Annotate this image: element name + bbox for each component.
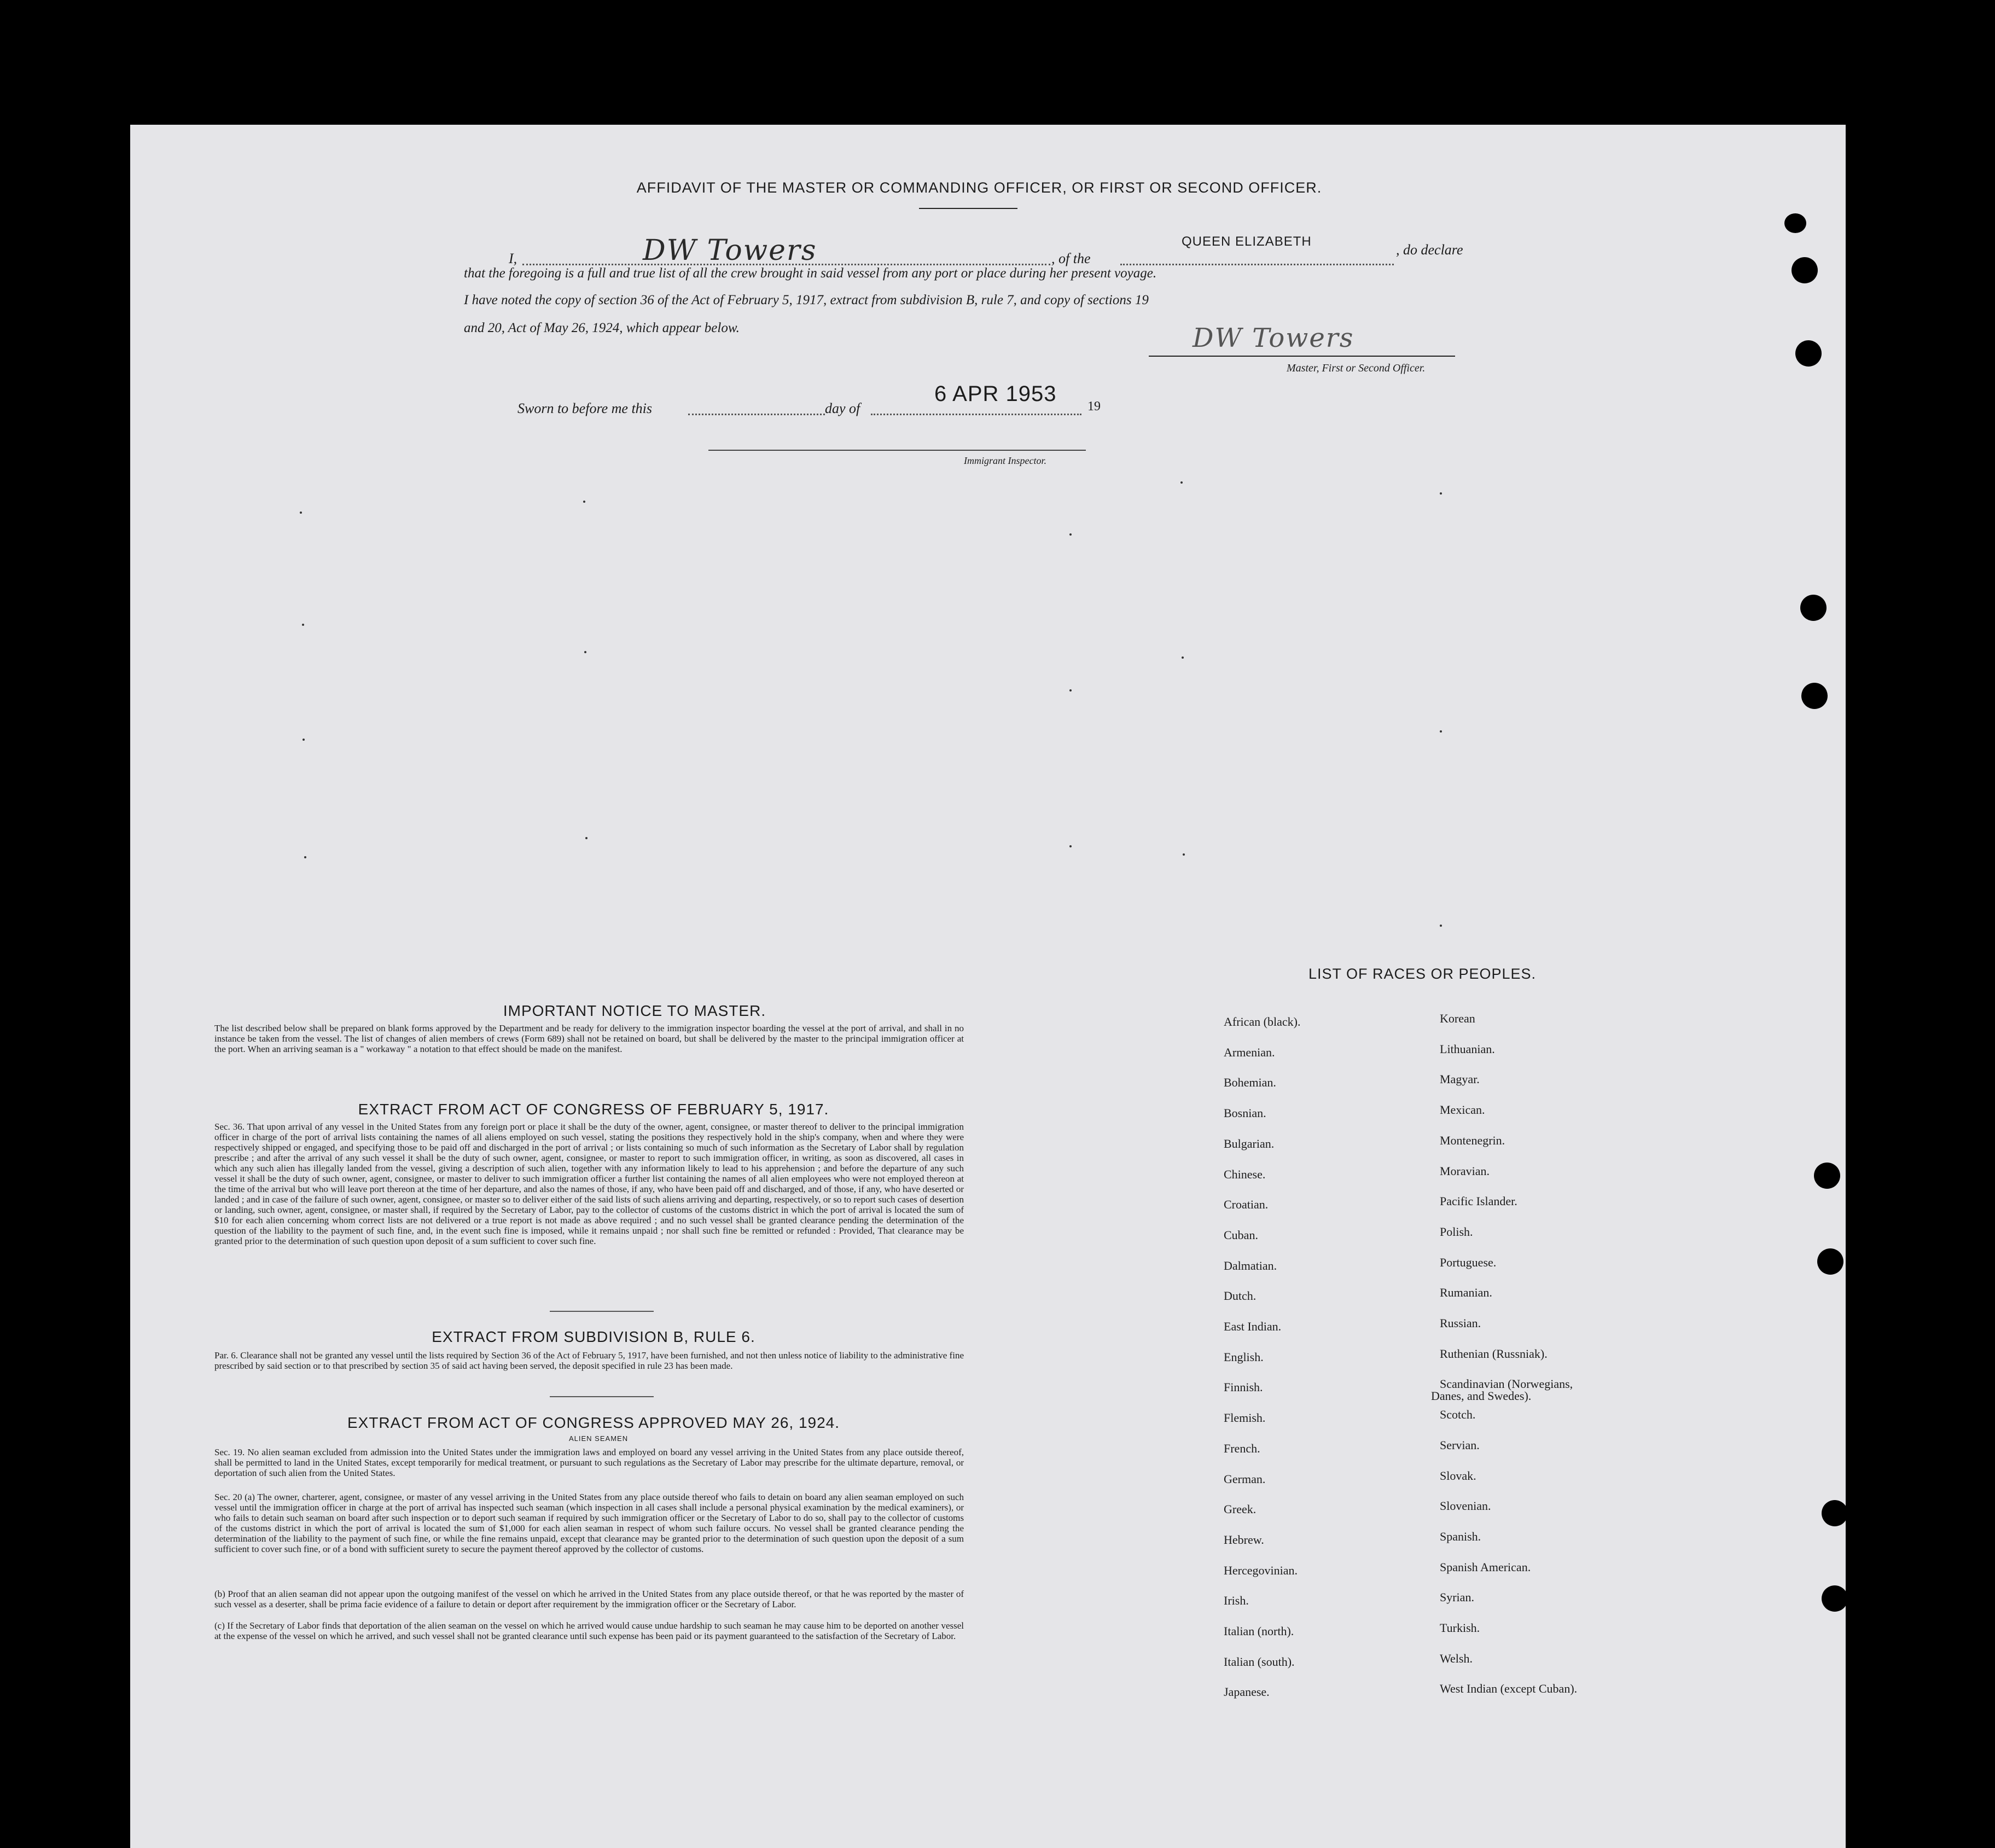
race-item: Hercegovinian. — [1224, 1563, 1298, 1577]
race-item: African (black). — [1224, 1015, 1301, 1028]
race-item: Lithuanian. — [1440, 1042, 1495, 1056]
extract-1917-text: Sec. 36. That upon arrival of any vessel in the United States from any foreign port or place it shall be the duty of the owner, agent, consignee, or master thereof to deliver to the principal immigration officer in charge of the port of arrival lists containing the names of all aliens employed on such vessel, stating the positions they respectively hold in the ship's company, when and where they were respectively shipped or engaged, and specifying those to be paid off and discharged in the port of arrival ; or lists containing so much of such information as the Secretary of Labor shall by regulation prescribe ; and after the arrival of any such vessel it shall be the duty of such owner, agent, consignee, or master to report to such immigration officer, in writing, as soon as discovered, all cases in which any such alien has illegally landed from the vessel, giving a description of such alien, together with any information likely to lead to his apprehension ; and before the departure of any such vessel it shall be the duty of such owner, agent, consignee, or master to deliver to such immigration officer a further list containing the names of all alien employees who were not employed thereon at the time of the arrival but who will leave port thereon at the time of her departure, and also the names of those, if any, who have been paid off and discharged, and of those, if any, who have deserted or landed ; and in case of the failure of such owner, agent, consignee, or master so to deliver either of the said lists of such aliens arriving and departing, respectively, or so to report such cases of desertion or landing, such owner, agent, consignee, or master shall, if required by the Secretary of Labor, pay to the collector of customs of the customs district in which the port of arrival is located the sum of $10 for each alien concerning whom correct lists are not delivered or a true report is not made as above required ; and no such vessel shall be granted clearance pending the determination of the question of the liability to the payment of such fine, and, in the event such fine is imposed, while it remains unpaid ; nor shall such fine be remitted or refunded : Provided, That clearance may be granted prior to the determination of such question upon deposit of a sum sufficient to cover such fine. — [214, 1121, 964, 1246]
faint-mark — [1180, 481, 1183, 484]
notice-text: The list described below shall be prepared on blank forms approved by the Department and be ready for delivery to the immigration inspector boarding the vessel at the port of arrival, and shall in no instance be taken from the vessel. The list of changes of alien members of crews (Form 689) shall not be retained on board, but shall be delivered by the master to the principal immigration officer at the port. When an arriving seaman is a " workaway " a notation to that effect should be made on the manifest. — [214, 1023, 964, 1054]
race-item: Polish. — [1440, 1224, 1473, 1239]
extract-1924-heading: EXTRACT FROM ACT OF CONGRESS APPROVED MAY 26, 1924. — [347, 1414, 840, 1431]
faint-mark — [1440, 492, 1442, 495]
extract-rule6-heading: EXTRACT FROM SUBDIVISION B, RULE 6. — [432, 1328, 755, 1345]
section-divider — [550, 1311, 654, 1312]
race-item: Rumanian. — [1440, 1286, 1492, 1300]
race-item: Dalmatian. — [1224, 1258, 1277, 1272]
extract-1924-sec20c: (c) If the Secretary of Labor finds that deportation of the alien seaman on the vessel on which he arrived would cause undue hardship to such seaman he may cause him to be deported on another vessel at the expense of the vessel on which he arrived, and such vessel shall not be granted clearance until such expense has been paid or its payment guaranteed to the satisfaction of the Secretary of Labor. — [214, 1620, 964, 1641]
declaration-line-1: that the foregoing is a full and true list of all the crew brought in said vessel from any port or place during her present voyage. — [464, 266, 1157, 281]
day-of-label: day of — [825, 400, 860, 416]
race-item: Armenian. — [1224, 1045, 1275, 1059]
officer-signature: DW Towers — [1193, 323, 1354, 353]
faint-mark — [1069, 689, 1072, 691]
race-item: Italian (south). — [1224, 1654, 1295, 1669]
race-item: Danes, and Swedes). — [1431, 1389, 1532, 1403]
signature-line — [522, 264, 1050, 265]
faint-mark — [300, 512, 302, 514]
race-item: Russian. — [1440, 1316, 1481, 1330]
race-item: Syrian. — [1440, 1590, 1474, 1605]
race-item: Turkish. — [1440, 1621, 1480, 1635]
year-label: 19 — [1087, 399, 1101, 414]
race-item: Slovenian. — [1440, 1499, 1491, 1513]
faint-mark — [584, 651, 586, 653]
date-stamp: 6 APR 1953 — [934, 382, 1057, 406]
race-item: Spanish American. — [1440, 1560, 1531, 1574]
faint-mark — [303, 739, 305, 741]
faint-mark — [1182, 656, 1184, 659]
race-item: Cuban. — [1224, 1228, 1258, 1242]
race-item: Magyar. — [1440, 1072, 1480, 1086]
race-item: Scandinavian (Norwegians, — [1440, 1377, 1573, 1391]
races-heading: LIST OF RACES OR PEOPLES. — [1308, 966, 1537, 982]
declaration-line-2: I have noted the copy of section 36 of the Act of February 5, 1917, extract from subdivision B, rule 7, and copy of sections 19 — [464, 293, 1149, 307]
race-item: Dutch. — [1224, 1289, 1257, 1303]
race-item: Bulgarian. — [1224, 1136, 1275, 1150]
race-item: Scotch. — [1440, 1408, 1476, 1422]
sworn-day-line — [688, 414, 825, 415]
faint-mark — [585, 837, 588, 839]
officer-signature-line — [1149, 356, 1455, 357]
of-the-label: , of the — [1051, 251, 1091, 266]
race-item: Ruthenian (Russniak). — [1440, 1346, 1548, 1361]
race-item: Portuguese. — [1440, 1255, 1497, 1269]
affidavit-title: AFFIDAVIT OF THE MASTER OR COMMANDING OFFICER, OR FIRST OR SECOND OFFICER. — [636, 179, 1322, 196]
race-item: Croatian. — [1224, 1198, 1269, 1212]
punch-hole — [1817, 1248, 1843, 1275]
master-signature: DW Towers — [643, 234, 817, 267]
race-item: Irish. — [1224, 1594, 1249, 1608]
race-item: Servian. — [1440, 1438, 1480, 1452]
sworn-label: Sworn to before me this — [517, 400, 653, 416]
i-label: I, — [509, 251, 517, 266]
sworn-month-line — [871, 414, 1081, 415]
vessel-line — [1120, 264, 1394, 265]
faint-mark — [302, 624, 304, 626]
race-item: Italian (north). — [1224, 1624, 1294, 1638]
extract-1924-sec20a: Sec. 20 (a) The owner, charterer, agent, consignee, or master of any vessel arriving in the United States from any place outside thereof who fails to detain on board any alien seaman employed on such vessel until the immigration officer in charge at the port of arrival has inspected such seaman (which inspection in all cases shall include a personal physical examination by the medical examiners), or who fails to detain such seaman on board after such inspection or to deport such seaman if required by such immigration officer or the Secretary of Labor to do so, shall pay to the collector of customs of the customs district in which the port of arrival is located the sum of $1,000 for each alien seaman in respect of whom such failure occurs. No vessel shall be granted clearance pending the determination of the liability to the payment of such fine, or while the fine remains unpaid, except that clearance may be granted prior to the determination of such question upon the deposit of a sum sufficient to cover such fine, or of a bond with sufficient surety to secure the payment thereof approved by the collector of customs. — [214, 1492, 964, 1554]
extract-1924-sec19: Sec. 19. No alien seaman excluded from admission into the United States under the immigration laws and employed on board any vessel arriving in the United States from any place outside thereof, shall be permitted to land in the United States, except temporarily for medical treatment, or pursuant to such regulations as the Secretary of Labor may prescribe for the ultimate departure, removal, or deportation of such alien from the United States. — [214, 1447, 964, 1478]
punch-hole — [1801, 683, 1828, 709]
faint-mark — [304, 856, 306, 858]
do-declare-label: , do declare — [1396, 242, 1463, 258]
punch-hole — [1814, 1163, 1840, 1189]
race-item: Hebrew. — [1224, 1532, 1264, 1547]
inspector-line — [708, 450, 1086, 451]
punch-hole — [1822, 1585, 1848, 1612]
race-item: Slovak. — [1440, 1468, 1476, 1483]
declaration-line-3: and 20, Act of May 26, 1924, which appear below. — [464, 321, 740, 335]
punch-hole — [1784, 213, 1806, 233]
inspector-caption: Immigrant Inspector. — [964, 455, 1046, 466]
race-item: English. — [1224, 1350, 1264, 1364]
race-item: Spanish. — [1440, 1529, 1481, 1543]
race-item: Greek. — [1224, 1502, 1257, 1516]
faint-mark — [1183, 853, 1185, 856]
title-underline — [919, 208, 1017, 209]
punch-hole — [1795, 340, 1822, 367]
alien-seamen-subheading: ALIEN SEAMEN — [569, 1434, 629, 1443]
race-item: West Indian (except Cuban). — [1440, 1682, 1578, 1696]
race-item: East Indian. — [1224, 1320, 1282, 1333]
race-item: French. — [1224, 1441, 1260, 1455]
race-item: Mexican. — [1440, 1103, 1485, 1117]
notice-heading: IMPORTANT NOTICE TO MASTER. — [503, 1002, 766, 1019]
punch-hole — [1822, 1500, 1848, 1526]
race-item: Finnish. — [1224, 1380, 1263, 1394]
punch-hole — [1800, 595, 1827, 621]
faint-mark — [1440, 925, 1442, 927]
race-item: Montenegrin. — [1440, 1133, 1505, 1147]
signature-caption: Master, First or Second Officer. — [1287, 362, 1426, 374]
race-item: Japanese. — [1224, 1685, 1270, 1699]
vessel-name: QUEEN ELIZABETH — [1182, 234, 1312, 249]
faint-mark — [1069, 845, 1072, 847]
race-item: Korean — [1440, 1012, 1475, 1025]
extract-1917-heading: EXTRACT FROM ACT OF CONGRESS OF FEBRUARY 5, 1917. — [358, 1101, 829, 1118]
section-divider — [550, 1396, 654, 1397]
extract-rule6-text: Par. 6. Clearance shall not be granted any vessel until the lists required by Section 36 of the Act of February 5, 1917, have been furnished, and not then unless notice of liability to the administrative fine prescribed by said section or to that prescribed by section 35 of said act having been served, the deposit specified in rule 23 has been made. — [214, 1350, 964, 1371]
extract-1924-sec20b: (b) Proof that an alien seaman did not appear upon the outgoing manifest of the vessel on which he arrived in the United States from any place outside thereof, or that he was reported by the master of such vessel as a deserter, shall be prima facie evidence of a failure to detain or deport after requirement by the immigration officer or the Secretary of Labor. — [214, 1589, 964, 1609]
punch-hole — [1792, 257, 1818, 283]
faint-mark — [1440, 730, 1442, 733]
race-item: Moravian. — [1440, 1164, 1490, 1178]
race-item: Chinese. — [1224, 1167, 1266, 1181]
race-item: Pacific Islander. — [1440, 1194, 1517, 1208]
race-item: Welsh. — [1440, 1651, 1473, 1665]
faint-mark — [583, 501, 585, 503]
race-item: German. — [1224, 1472, 1266, 1486]
faint-mark — [1069, 533, 1072, 536]
race-item: Bohemian. — [1224, 1076, 1276, 1090]
race-item: Flemish. — [1224, 1411, 1266, 1425]
race-item: Bosnian. — [1224, 1106, 1266, 1120]
